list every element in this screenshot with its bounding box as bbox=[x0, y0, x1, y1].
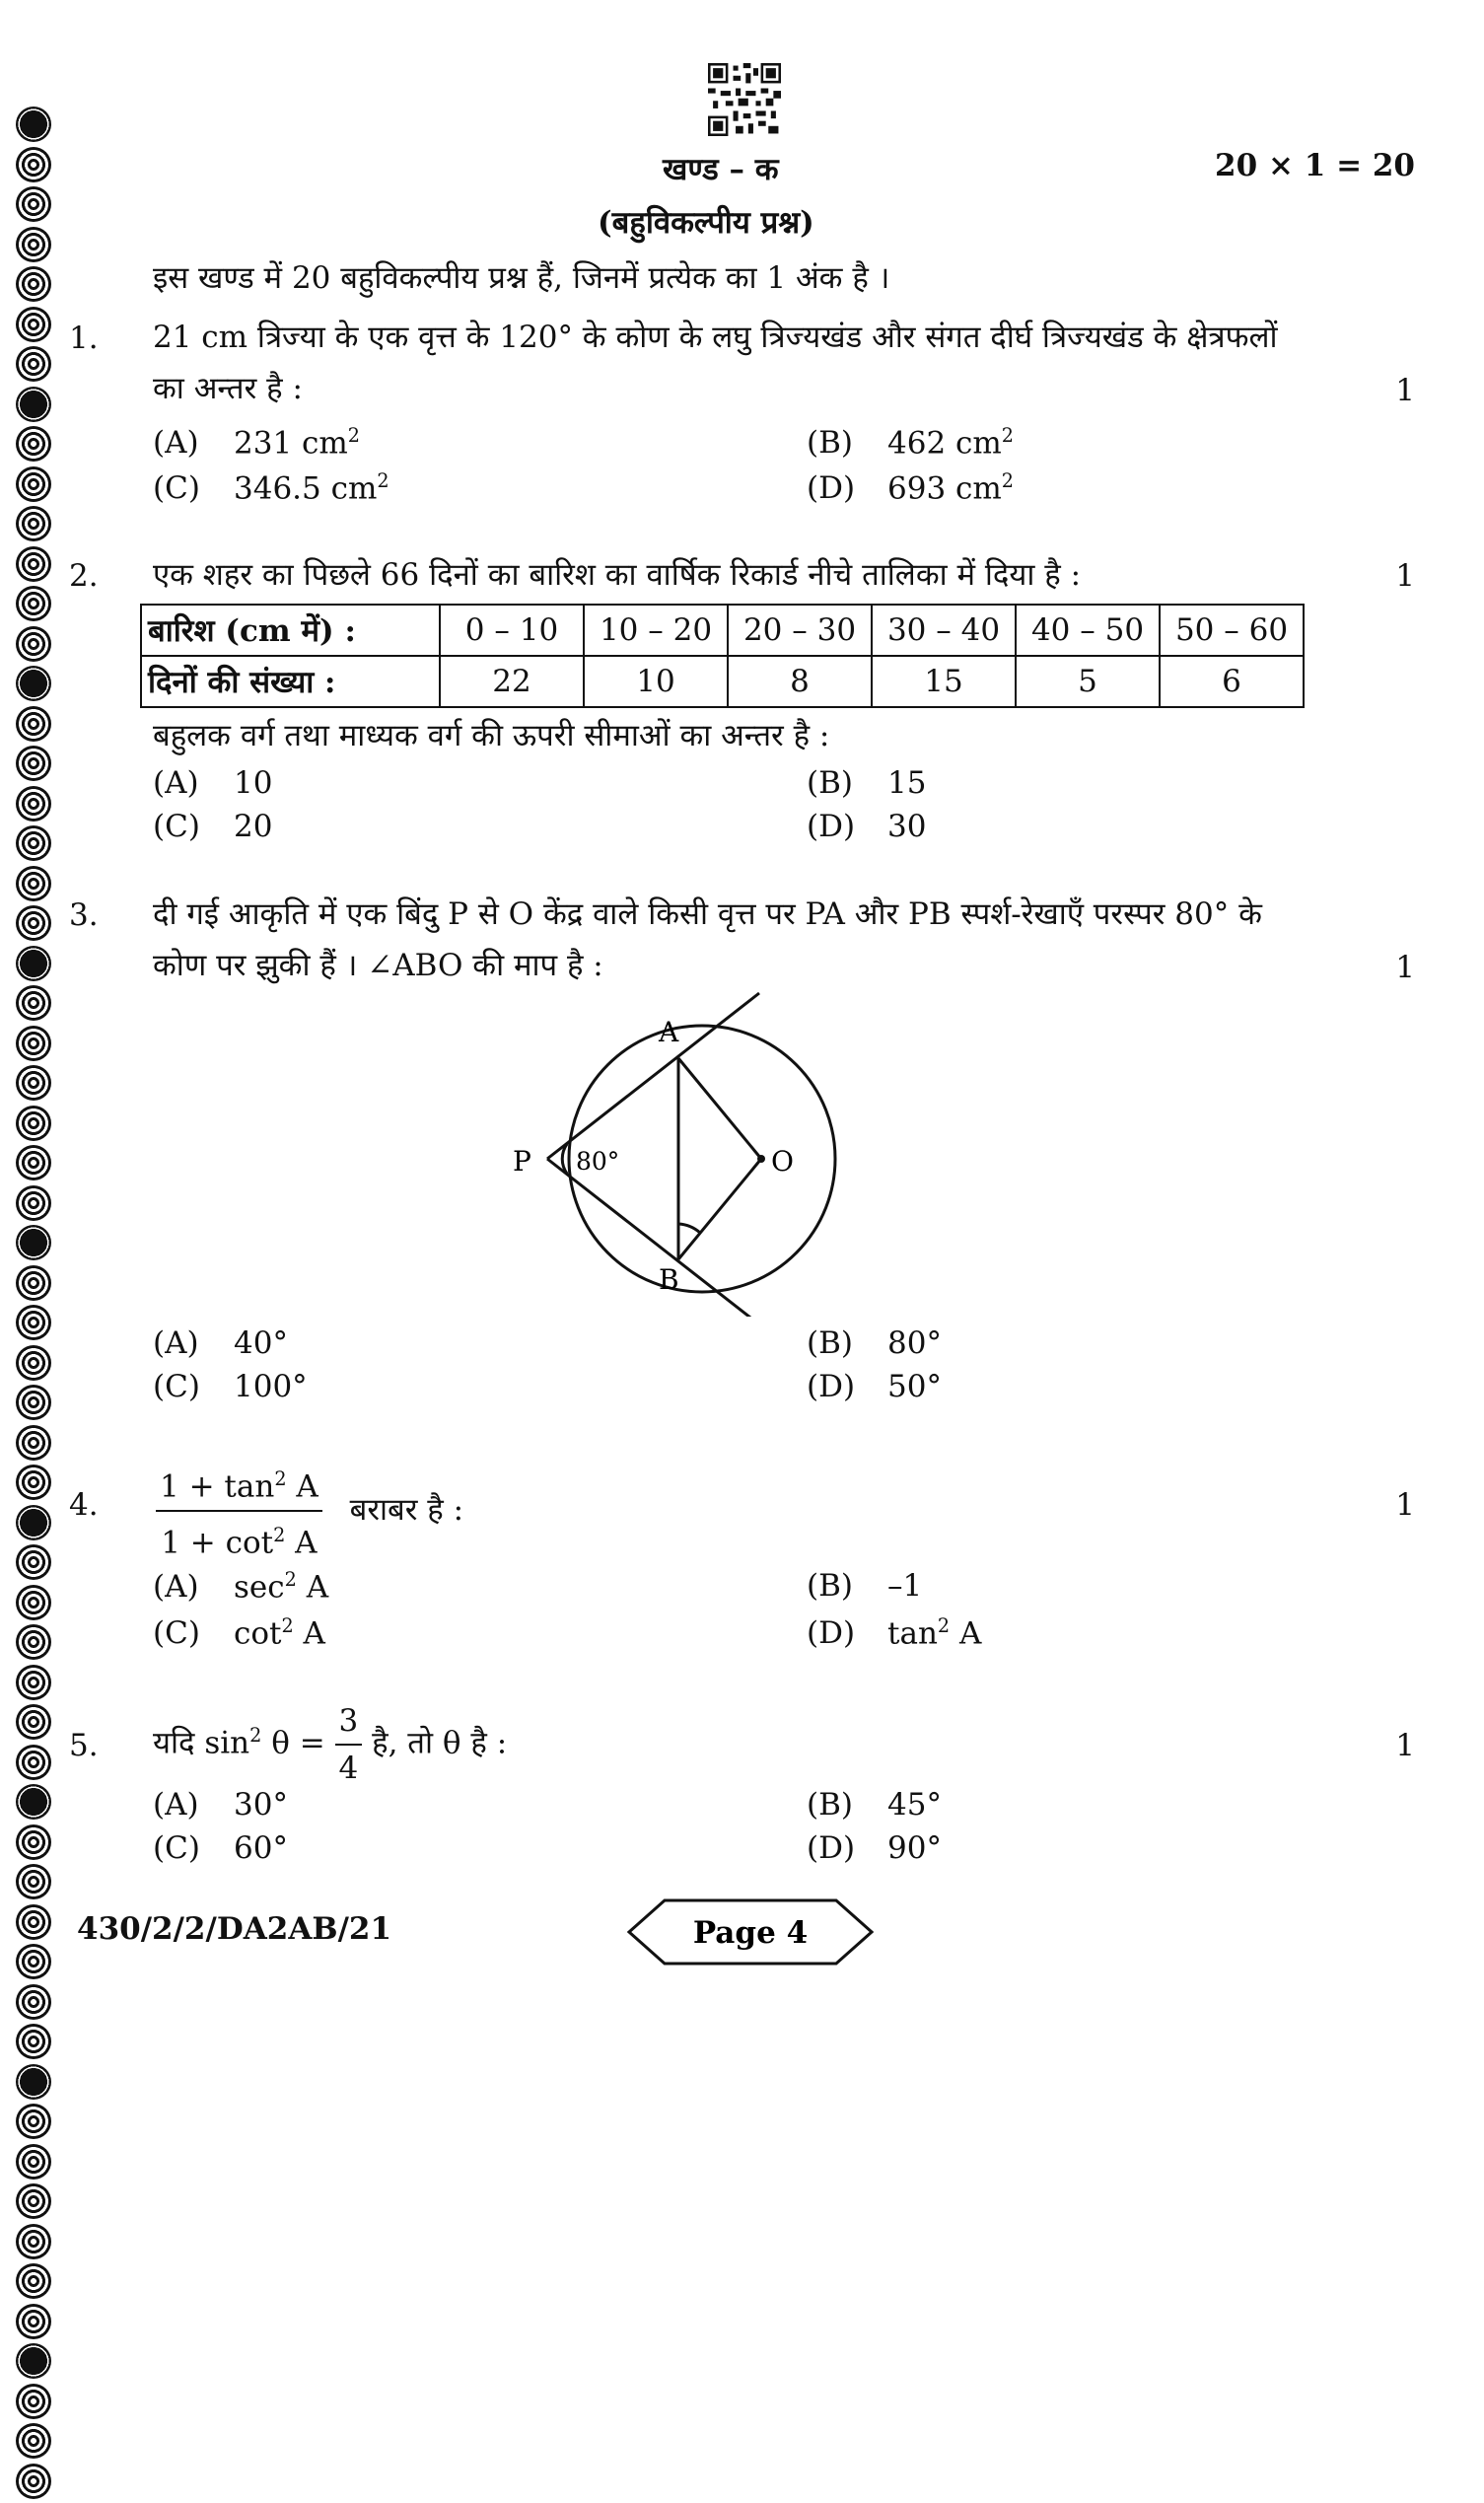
section-title: खण्ड – क bbox=[663, 152, 779, 187]
option-label: (B) bbox=[807, 425, 853, 462]
rail-circle bbox=[16, 1784, 51, 1820]
page-number-badge bbox=[627, 1897, 874, 1967]
option-label: (C) bbox=[153, 1615, 200, 1652]
angle-arc-b bbox=[678, 1224, 700, 1233]
rail-circle bbox=[16, 666, 51, 701]
option-value: –1 bbox=[887, 1568, 923, 1604]
rail-circle bbox=[16, 1904, 51, 1940]
option-value: tan bbox=[887, 1615, 938, 1652]
question-text-mid: θ = bbox=[261, 1725, 335, 1761]
table-row-header: दिनों की संख्या : bbox=[141, 656, 440, 707]
rail-circle bbox=[16, 1704, 51, 1740]
rail-circle bbox=[16, 946, 51, 981]
rail-circle bbox=[16, 1265, 51, 1301]
option-value: 693 cm bbox=[887, 470, 1002, 507]
rail-circle bbox=[16, 786, 51, 822]
numerator-exponent: 2 bbox=[274, 1467, 287, 1490]
option-b[interactable] bbox=[807, 424, 1014, 461]
rail-circle bbox=[16, 2144, 51, 2180]
option-exponent: 2 bbox=[347, 424, 360, 447]
table-row bbox=[141, 605, 1304, 656]
rail-circle bbox=[16, 1505, 51, 1540]
option-label: (C) bbox=[153, 1830, 200, 1866]
option-value: sec bbox=[234, 1569, 285, 1606]
rail-circle bbox=[16, 227, 51, 262]
question-marks: 1 bbox=[1395, 373, 1415, 408]
question-text bbox=[156, 1456, 463, 1567]
rail-circle bbox=[16, 1824, 51, 1860]
option-a[interactable] bbox=[153, 1568, 328, 1605]
question-marks: 1 bbox=[1395, 558, 1415, 594]
option-label: (A) bbox=[153, 765, 199, 801]
table-cell: 10 – 20 bbox=[584, 605, 728, 656]
option-label: (C) bbox=[153, 809, 200, 844]
rail-circle bbox=[16, 546, 51, 582]
question-text: एक शहर का पिछले 66 दिनों का बारिश का वार्षिक रिकार्ड नीचे तालिका में दिया है : bbox=[153, 557, 1082, 593]
table-cell: 8 bbox=[728, 656, 872, 707]
tangent-line-pb bbox=[547, 1159, 759, 1317]
option-d[interactable] bbox=[807, 1369, 942, 1404]
table-cell: 22 bbox=[440, 656, 584, 707]
option-label: (B) bbox=[807, 1568, 853, 1604]
table-cell: 50 – 60 bbox=[1160, 605, 1304, 656]
option-label: (A) bbox=[153, 1787, 199, 1823]
option-c[interactable] bbox=[153, 809, 272, 844]
question-text-line: दी गई आकृति में एक बिंदु P से O केंद्र वाले किसी वृत्त पर PA और PB स्पर्श-रेखाएँ परस्पर 80° के bbox=[153, 896, 1262, 932]
marks-scheme: 20 × 1 = 20 bbox=[1215, 148, 1415, 183]
option-value: cot bbox=[234, 1615, 282, 1652]
question-suffix: बराबर है : bbox=[349, 1491, 464, 1528]
rail-circle bbox=[16, 1106, 51, 1141]
table-cell: 10 bbox=[584, 656, 728, 707]
option-label: (D) bbox=[807, 809, 856, 844]
rail-circle bbox=[16, 1345, 51, 1381]
option-value: 30 bbox=[887, 809, 927, 844]
fraction bbox=[156, 1456, 322, 1567]
rail-circle bbox=[16, 346, 51, 382]
option-value: 30° bbox=[234, 1787, 288, 1823]
numerator-text: 1 + tan bbox=[160, 1468, 275, 1505]
rail-circle bbox=[16, 1026, 51, 1061]
rail-circle bbox=[16, 1585, 51, 1620]
option-value: 231 cm bbox=[234, 425, 348, 462]
option-label: (D) bbox=[807, 1615, 856, 1652]
question-text-prefix: यदि sin bbox=[153, 1725, 250, 1761]
rail-circle bbox=[16, 1425, 51, 1461]
angle-label: 80° bbox=[576, 1147, 620, 1176]
qr-code bbox=[708, 63, 781, 136]
question-text: बहुलक वर्ग तथा माध्यक वर्ग की ऊपरी सीमाओं का अन्तर है : bbox=[153, 718, 830, 753]
option-variable: A bbox=[293, 1615, 325, 1652]
rail-circle bbox=[16, 905, 51, 941]
option-label: (D) bbox=[807, 470, 856, 507]
table-row bbox=[141, 656, 1304, 707]
rail-circle bbox=[16, 1465, 51, 1500]
option-a[interactable] bbox=[153, 1325, 288, 1361]
denominator-exponent: 2 bbox=[273, 1524, 286, 1547]
option-exponent: 2 bbox=[1001, 424, 1014, 447]
option-label: (B) bbox=[807, 765, 853, 801]
rail-circle bbox=[16, 186, 51, 222]
option-c[interactable] bbox=[153, 1614, 325, 1651]
question-text bbox=[153, 1698, 507, 1791]
question-number: 2. bbox=[69, 558, 99, 594]
option-value: 346.5 cm bbox=[234, 470, 378, 507]
denominator-variable: A bbox=[285, 1525, 318, 1561]
option-variable: A bbox=[296, 1569, 329, 1606]
question-number: 4. bbox=[69, 1487, 99, 1523]
option-value: 15 bbox=[887, 765, 927, 801]
rail-circle bbox=[16, 1305, 51, 1340]
question-number: 1. bbox=[69, 321, 99, 356]
option-value: 60° bbox=[234, 1830, 288, 1866]
option-value: 100° bbox=[234, 1369, 308, 1404]
option-exponent: 2 bbox=[1001, 469, 1014, 492]
option-value: 80° bbox=[887, 1325, 942, 1361]
rail-circle bbox=[16, 1864, 51, 1899]
option-value: 50° bbox=[887, 1369, 942, 1404]
question-exponent: 2 bbox=[249, 1724, 262, 1748]
denominator-text: 1 + cot bbox=[161, 1525, 274, 1561]
option-c[interactable] bbox=[153, 1830, 288, 1866]
label-p: P bbox=[513, 1145, 531, 1178]
option-label: (B) bbox=[807, 1325, 853, 1361]
question-number: 5. bbox=[69, 1728, 99, 1763]
option-value: 20 bbox=[234, 809, 273, 844]
table-cell: 15 bbox=[872, 656, 1016, 707]
rail-circle bbox=[16, 825, 51, 861]
table-row-header: बारिश (cm में) : bbox=[141, 605, 440, 656]
rail-circle bbox=[16, 1145, 51, 1180]
question-text-line: 21 cm त्रिज्या के एक वृत्त के 120° के कोण के लघु त्रिज्यखंड और संगत दीर्घ त्रिज्यखंड के क्षेत्रफलों bbox=[153, 320, 1278, 355]
option-a[interactable] bbox=[153, 424, 360, 461]
option-a[interactable] bbox=[153, 1787, 288, 1823]
question-text-line: कोण पर झुकी हैं । ∠ABO की माप है : bbox=[153, 948, 603, 983]
rail-circle bbox=[16, 2384, 51, 2419]
rail-circle bbox=[16, 985, 51, 1021]
option-d[interactable] bbox=[807, 469, 1014, 506]
table-cell: 0 – 10 bbox=[440, 605, 584, 656]
option-label: (B) bbox=[807, 1787, 853, 1823]
rail-circle bbox=[16, 2304, 51, 2339]
rail-circle bbox=[16, 1385, 51, 1420]
option-d[interactable] bbox=[807, 1830, 942, 1866]
table-cell: 5 bbox=[1016, 656, 1160, 707]
option-c[interactable] bbox=[153, 469, 389, 506]
rail-circle bbox=[16, 466, 51, 502]
label-a: A bbox=[659, 1016, 679, 1048]
rail-circle bbox=[16, 1624, 51, 1660]
rail-circle bbox=[16, 1944, 51, 1979]
option-label: (A) bbox=[153, 1325, 199, 1361]
rail-circle bbox=[16, 1065, 51, 1101]
tangent-line-pa bbox=[547, 993, 759, 1159]
rail-circle bbox=[16, 626, 51, 662]
option-value: 462 cm bbox=[887, 425, 1002, 462]
rail-circle bbox=[16, 2464, 51, 2499]
option-value: 90° bbox=[887, 1830, 942, 1866]
option-label: (D) bbox=[807, 1830, 856, 1866]
radius-ob bbox=[678, 1159, 761, 1259]
rail-circle bbox=[16, 1185, 51, 1221]
section-subtitle: (बहुविकल्पीय प्रश्न) bbox=[598, 205, 814, 241]
angle-arc-p bbox=[562, 1144, 567, 1174]
option-label: (C) bbox=[153, 470, 200, 507]
option-exponent: 2 bbox=[937, 1614, 951, 1637]
table-cell: 6 bbox=[1160, 656, 1304, 707]
rail-circle bbox=[16, 2024, 51, 2059]
rail-circle bbox=[16, 2343, 51, 2379]
paper-code: 430/2/2/DA2AB/21 bbox=[77, 1911, 392, 1947]
option-exponent: 2 bbox=[284, 1568, 297, 1591]
option-label: (A) bbox=[153, 425, 199, 462]
rail-circle bbox=[16, 1984, 51, 2020]
radius-oa bbox=[678, 1058, 761, 1159]
fraction-numerator: 3 bbox=[335, 1698, 363, 1746]
tangent-circle-figure bbox=[493, 981, 927, 1317]
option-b[interactable] bbox=[807, 1787, 942, 1823]
question-text bbox=[153, 312, 1356, 414]
rainfall-table bbox=[140, 604, 1305, 708]
option-a[interactable] bbox=[153, 765, 272, 801]
rail-circle bbox=[16, 266, 51, 302]
question-text bbox=[153, 889, 1356, 991]
section-intro: इस खण्ड में 20 बहुविकल्पीय प्रश्न हैं, जिनमें प्रत्येक का 1 अंक है । bbox=[153, 260, 890, 296]
rail-circle bbox=[16, 387, 51, 422]
rail-circle bbox=[16, 107, 51, 142]
rail-circle bbox=[16, 2183, 51, 2219]
option-b[interactable] bbox=[807, 765, 926, 801]
question-text-suffix: है, तो θ है : bbox=[362, 1725, 508, 1761]
option-d[interactable] bbox=[807, 1614, 981, 1651]
rail-circle bbox=[16, 506, 51, 541]
center-point-o bbox=[757, 1155, 765, 1163]
table-cell: 20 – 30 bbox=[728, 605, 872, 656]
rail-circle bbox=[16, 1544, 51, 1580]
rail-circle bbox=[16, 1745, 51, 1780]
option-b[interactable] bbox=[807, 1568, 922, 1604]
decorative-circle-rail bbox=[16, 107, 59, 2503]
table-cell: 40 – 50 bbox=[1016, 605, 1160, 656]
label-b: B bbox=[659, 1263, 679, 1296]
question-marks: 1 bbox=[1395, 1487, 1415, 1523]
rail-circle bbox=[16, 1225, 51, 1260]
fraction-numerator bbox=[156, 1456, 322, 1512]
rail-circle bbox=[16, 2423, 51, 2459]
label-o: O bbox=[771, 1145, 794, 1178]
fraction-denominator: 4 bbox=[338, 1751, 359, 1786]
page-label: Page 4 bbox=[692, 1915, 809, 1951]
option-label: (C) bbox=[153, 1369, 200, 1404]
table-cell: 30 – 40 bbox=[872, 605, 1016, 656]
fraction-denominator bbox=[156, 1512, 322, 1566]
question-number: 3. bbox=[69, 897, 99, 933]
fraction bbox=[335, 1698, 363, 1791]
rail-circle bbox=[16, 866, 51, 901]
option-c[interactable] bbox=[153, 1369, 308, 1404]
question-text-line: का अन्तर है : bbox=[153, 371, 303, 406]
option-d[interactable] bbox=[807, 809, 926, 844]
option-value: 45° bbox=[887, 1787, 942, 1823]
rail-circle bbox=[16, 586, 51, 621]
rail-circle bbox=[16, 2104, 51, 2139]
option-value: 10 bbox=[234, 765, 273, 801]
rail-circle bbox=[16, 1665, 51, 1700]
rail-circle bbox=[16, 426, 51, 462]
rail-circle bbox=[16, 307, 51, 342]
option-label: (D) bbox=[807, 1369, 856, 1404]
option-exponent: 2 bbox=[281, 1614, 294, 1637]
option-exponent: 2 bbox=[377, 469, 389, 492]
rail-circle bbox=[16, 706, 51, 742]
option-b[interactable] bbox=[807, 1325, 942, 1361]
rail-circle bbox=[16, 147, 51, 182]
option-label: (A) bbox=[153, 1569, 199, 1606]
question-marks: 1 bbox=[1395, 1728, 1415, 1763]
option-variable: A bbox=[950, 1615, 982, 1652]
rail-circle bbox=[16, 2263, 51, 2299]
rail-circle bbox=[16, 2064, 51, 2100]
rail-circle bbox=[16, 746, 51, 781]
rail-circle bbox=[16, 2224, 51, 2259]
numerator-variable: A bbox=[286, 1468, 318, 1505]
question-marks: 1 bbox=[1395, 950, 1415, 985]
option-value: 40° bbox=[234, 1325, 288, 1361]
